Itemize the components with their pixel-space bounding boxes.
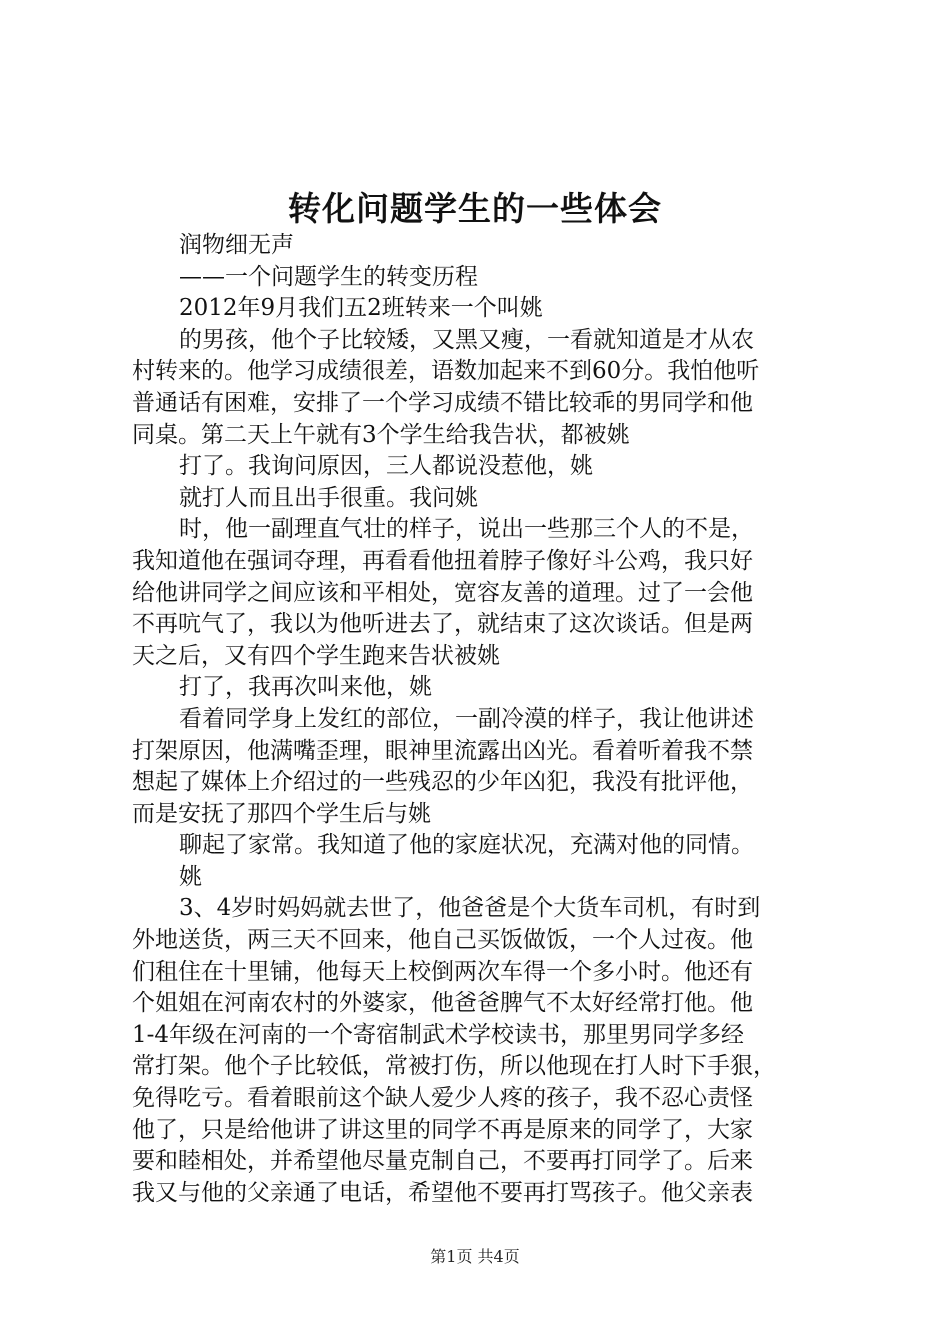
text-line: 们租住在十里铺，他每天上校倒两次车得一个多小时。他还有 (132, 958, 753, 985)
text-line: 外地送货，两三天不回来，他自己买饭做饭，一个人过夜。他 (132, 927, 753, 954)
text-line: 2012年9月我们五2班转来一个叫姚 (179, 295, 543, 322)
text-line: 要和睦相处，并希望他尽量克制自己，不要再打同学了。后来 (132, 1148, 753, 1175)
text-line: 打了。我询问原因，三人都说没惹他，姚 (179, 453, 593, 480)
text-line: 我知道他在强词夺理，再看看他扭着脖子像好斗公鸡，我只好 (132, 547, 753, 574)
page-title: 转化问题学生的一些体会 (288, 189, 662, 228)
text-line: 看着同学身上发红的部位，一副冷漠的样子，我让他讲述 (179, 705, 754, 732)
text-line: 天之后，又有四个学生跑来告状被姚 (132, 642, 500, 669)
text-line: 常打架。他个子比较低，常被打伤，所以他现在打人时下手狠， (132, 1053, 776, 1080)
text-line: 他了，只是给他讲了讲这里的同学不再是原来的同学了，大家 (132, 1116, 753, 1143)
text-line: 润物细无声 (179, 232, 294, 258)
text-line: 聊起了家常。我知道了他的家庭状况，充满对他的同情。 (179, 832, 754, 859)
page-footer: 第1页 共4页 (430, 1247, 520, 1266)
text-line: 我又与他的父亲通了电话，希望他不要再打骂孩子。他父亲表 (132, 1179, 753, 1206)
text-line: 个姐姐在河南农村的外婆家，他爸爸脾气不太好经常打他。他 (132, 990, 753, 1017)
text-line: 村转来的。他学习成绩很差，语数加起来不到60分。我怕他听 (132, 358, 760, 385)
text-line: 的男孩，他个子比较矮，又黑又瘦，一看就知道是才从农 (179, 326, 754, 353)
text-line: ——一个问题学生的转变历程 (179, 263, 478, 290)
text-line: 打了，我再次叫来他，姚 (179, 674, 432, 701)
text-line: 给他讲同学之间应该和平相处，宽容友善的道理。过了一会他 (132, 579, 753, 606)
text-line: 普通话有困难，安排了一个学习成绩不错比较乖的男同学和他 (132, 389, 753, 416)
text-line: 免得吃亏。看着眼前这个缺人爱少人疼的孩子，我不忍心责怪 (132, 1085, 753, 1112)
text-line: 3、4岁时妈妈就去世了，他爸爸是个大货车司机，有时到 (179, 895, 761, 922)
text-line: 打架原因，他满嘴歪理，眼神里流露出凶光。看着听着我不禁 (132, 737, 753, 764)
text-line: 想起了媒体上介绍过的一些残忍的少年凶犯，我没有批评他， (132, 769, 753, 796)
body-text (132, 230, 832, 1209)
text-line: 不再吭气了，我以为他听进去了，就结束了这次谈话。但是两 (132, 611, 753, 638)
text-line: 1-4年级在河南的一个寄宿制武术学校读书，那里男同学多经 (132, 1021, 745, 1048)
text-line: 就打人而且出手很重。我问姚 (179, 484, 478, 511)
text-line: 姚 (179, 863, 202, 890)
text-line: 而是安抚了那四个学生后与姚 (132, 800, 431, 827)
text-line: 同桌。第二天上午就有3个学生给我告状，都被姚 (132, 421, 630, 448)
text-line: 时，他一副理直气壮的样子，说出一些那三个人的不是， (179, 516, 754, 543)
